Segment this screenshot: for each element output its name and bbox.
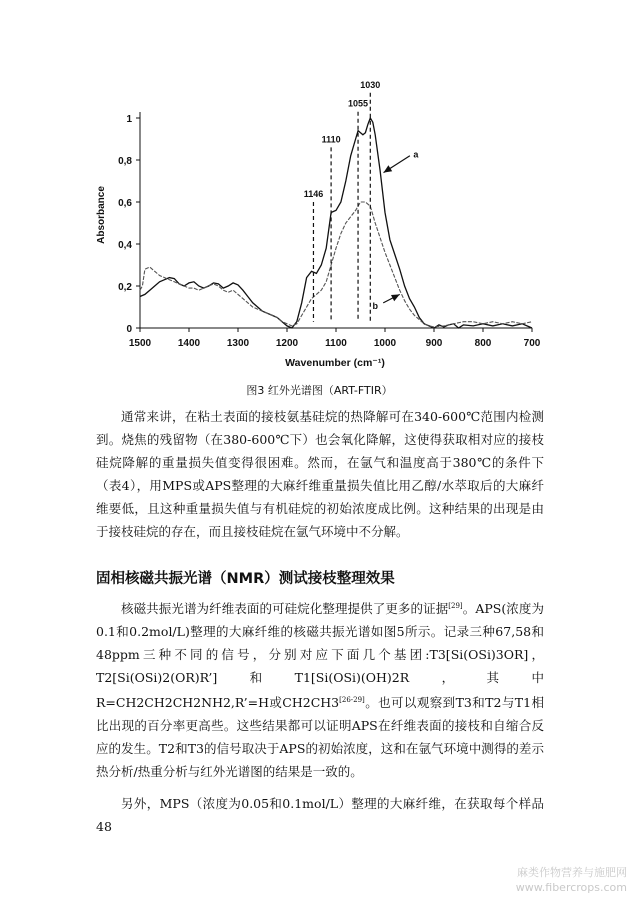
chart-axes xyxy=(118,112,541,349)
peak-label: 1055 xyxy=(348,98,369,109)
citation-29: [29] xyxy=(448,602,463,610)
paragraph-nmr-text-b: 。APS(浓度为0.1和0.2mol/L)整理的大麻纤维的核磁共振光谱如图5所示。记录三种67,58和48ppm三种不同的信号，分别对应下面几个基团:T3[Si(OSi)3OR]，T2[Si(OSi)2(OR)R’]和T1[Si(OSi)(OH)2R，其中R=CH2CH2CH2NH2,R’=H或CH2CH3 xyxy=(96,601,544,711)
curve-label-a: a xyxy=(413,149,419,160)
citation-26-29: [26-29] xyxy=(339,696,365,705)
chart-series xyxy=(140,118,532,328)
site-watermark xyxy=(516,865,627,895)
paragraph-nmr-text-a: 核磁共振光谱为纤维表面的可硅烷化整理提供了更多的证据 xyxy=(121,601,449,617)
peak-label: 1146 xyxy=(303,189,324,199)
curve-arrow-head xyxy=(384,165,393,172)
section-heading: 固相核磁共振光谱（NMR）测试接枝整理效果 xyxy=(96,571,395,587)
y-tick-label: 0,8 xyxy=(118,156,132,167)
y-tick-label: 0,4 xyxy=(118,240,132,251)
y-tick-label: 0,6 xyxy=(118,198,132,209)
x-tick-label: 700 xyxy=(523,338,541,349)
x-tick-label: 900 xyxy=(425,338,443,349)
paragraph-nmr xyxy=(96,595,544,783)
chart-annotations xyxy=(304,80,420,322)
peak-label: 1110 xyxy=(321,134,341,145)
x-tick-label: 1400 xyxy=(177,338,201,349)
y-tick-label: 1 xyxy=(126,114,132,125)
paragraph-nmr-text-c: 。也可以观察到T3和T2与T1相比出现的百分率更高些。这些结果都可以证明APS在纤维表面的接枝和自缩合反应的发生。T2和T3的信号取决于APS的初始浓度，这和在氩气环境中测得的差示热分析/热重分析与红外光谱图的结果是一致的。 xyxy=(96,695,544,780)
curve-label-b: b xyxy=(372,300,378,311)
y-tick-label: 0 xyxy=(126,324,132,335)
ftir-chart xyxy=(0,0,639,380)
series-line-a xyxy=(140,118,532,328)
paragraph-mps: 另外，MPS（浓度为0.05和0.1mol/L）整理的大麻纤维，在获取每个样品48 xyxy=(96,796,544,834)
x-tick-label: 800 xyxy=(474,338,492,349)
paragraph-thermal: 通常来讲，在粘土表面的接枝氨基硅烷的热降解可在340-600℃范围内检测到。烧焦的残留物（在380-600℃下）也会氧化降解，这使得获取相对应的接枝硅烷降解的重量损失值变得很困难。然而，在氩气和温度高于380℃的条件下（表4），用MPS或APS整理的大麻纤维重量损失值比用乙醇/水萃取后的大麻纤维要低，且这种重量损失值与有机硅烷的初始浓度成比例。这种结果的出现是由于接枝硅烷的存在，而且接枝硅烷在氩气环境中不分解。 xyxy=(96,409,544,539)
series-line-b xyxy=(140,202,532,327)
x-tick-label: 1200 xyxy=(275,338,299,349)
peak-label: 1030 xyxy=(360,79,381,90)
y-tick-label: 0,2 xyxy=(118,282,132,293)
x-tick-label: 1500 xyxy=(128,338,152,349)
x-tick-label: 1000 xyxy=(373,338,397,349)
chart-ylabel: Absorbance xyxy=(96,186,107,244)
watermark-url: www.fibercrops.com xyxy=(515,881,627,894)
x-tick-label: 1100 xyxy=(325,338,347,349)
figure-caption: 图3 红外光谱图（ART-FTIR） xyxy=(246,384,393,397)
x-tick-label: 1300 xyxy=(226,338,250,349)
watermark-name: 麻类作物营养与施肥网 xyxy=(517,866,627,879)
chart-xlabel: Wavenumber (cm⁻¹) xyxy=(285,357,385,369)
